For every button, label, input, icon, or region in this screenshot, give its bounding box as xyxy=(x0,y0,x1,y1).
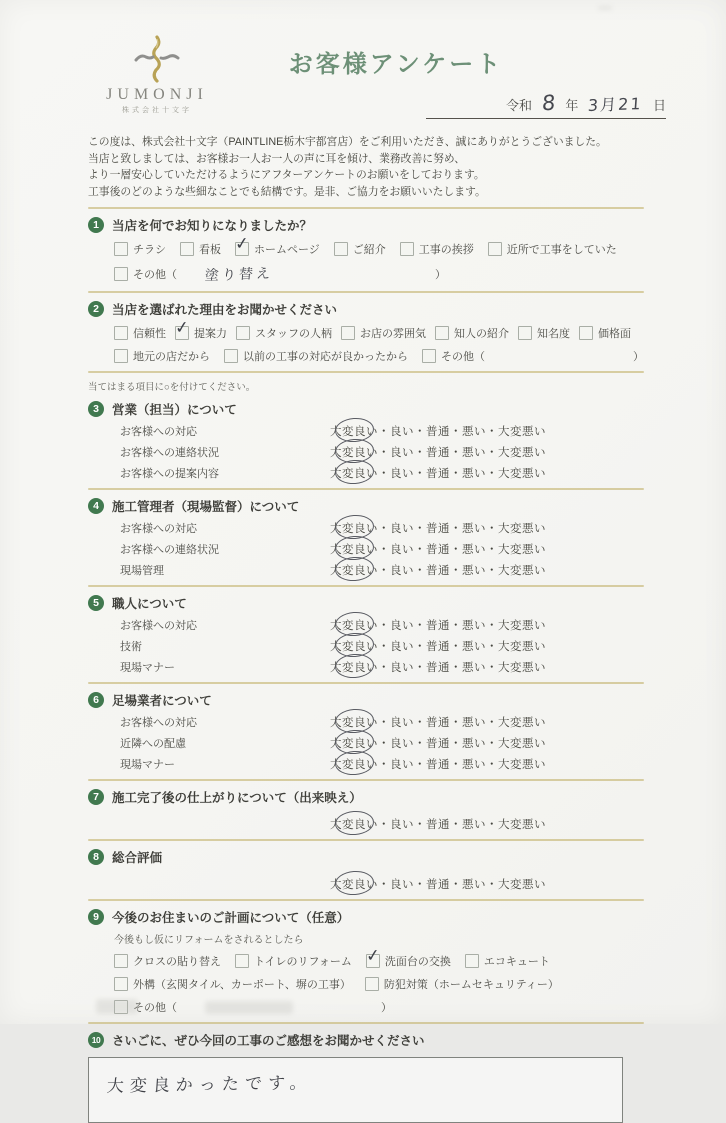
rating-item-label: お客様への対応 xyxy=(120,425,197,438)
checkbox xyxy=(435,326,449,340)
intro-line: 工事後のどのような些細なことでも結構です。是非、ご協力をお願いいたします。 xyxy=(88,185,486,198)
option-izen: 以前の工事の対応が良かったから xyxy=(224,348,408,364)
question-number-badge: 10 xyxy=(88,1032,104,1048)
option-cross: クロスの貼り替え xyxy=(114,953,221,969)
section-divider xyxy=(88,839,644,841)
section-divider xyxy=(88,488,644,490)
rating-scale: 大変良い・良い・普通・悪い・大変悪い xyxy=(330,425,546,438)
question-title: さいごに、ぜひ今回の工事のご感想をお聞かせください xyxy=(112,1034,425,1048)
section-divider xyxy=(88,779,644,781)
question-2: 2 当店を選ばれた理由をお聞かせください 信頼性 ✓ 提案力 スタッフの人柄 お店の雰囲気 知人の紹介 知名度 価格面 地元の店だから 以前の工事の対応が良かったから その他（ ） 当てはまる項目に○を付けてください。 xyxy=(88,300,644,393)
section-divider xyxy=(88,585,644,587)
question-number-badge: 6 xyxy=(88,692,104,708)
option-kanban: 看板 xyxy=(180,241,221,257)
option-senmendai: ✓ 洗面台の交換 xyxy=(366,953,451,969)
rating-scale: 大変良い・良い・普通・悪い・大変悪い xyxy=(330,737,546,750)
question-1: 1 当店を何でお知りになりましたか？ チラシ 看板 ✓ ホームページ ご紹介 工事の挨拶 近所で工事をしていた その他（ 塗り替え ） xyxy=(88,216,644,293)
intro-line: 当店と致しましては、お客様お一人お一人の声に耳を傾け、業務改善に努め、 xyxy=(88,152,466,165)
rating-scale: 大変良い・良い・普通・悪い・大変悪い xyxy=(330,543,546,556)
logo-name: JUMONJI xyxy=(106,86,208,103)
option-toilet: トイレのリフォーム xyxy=(235,953,352,969)
rating-item-label: お客様への連絡状況 xyxy=(120,543,219,556)
date-year-suffix: 年 xyxy=(565,98,579,113)
option-teianryoku: ✓ 提案力 xyxy=(175,325,227,341)
option-chijin: 知人の紹介 xyxy=(435,325,509,341)
question-number-badge: 4 xyxy=(88,498,104,514)
handwritten-month-day: 3月21 xyxy=(587,94,644,115)
bleedthrough-mark xyxy=(205,1001,293,1014)
checkbox xyxy=(114,349,128,363)
checkbox xyxy=(334,242,348,256)
date-era-label: 令和 xyxy=(506,98,533,113)
question-6 xyxy=(88,691,644,781)
option-other: その他（ xyxy=(422,348,485,364)
date-line xyxy=(426,92,666,119)
checkbox xyxy=(518,326,532,340)
page-title: お客様アンケート xyxy=(288,51,504,78)
option-jimoto: 地元の店だから xyxy=(114,348,210,364)
question-3 xyxy=(88,400,644,490)
option-funiki: お店の雰囲気 xyxy=(341,325,426,341)
section-divider xyxy=(88,899,644,901)
circle-instruction-note: 当てはまる項目に○を付けてください。 xyxy=(88,382,256,393)
scan-artifact xyxy=(598,6,612,10)
option-staff: スタッフの人柄 xyxy=(236,325,332,341)
question-title: 施工完了後の仕上がりについて（出来映え） xyxy=(112,791,362,805)
option-kouji-aisatsu: 工事の挨拶 xyxy=(400,241,474,257)
question-5 xyxy=(88,594,644,684)
rating-item-label: お客様への対応 xyxy=(120,522,197,535)
checkbox xyxy=(114,326,128,340)
question-title: 職人について xyxy=(112,597,187,611)
checkbox xyxy=(114,954,128,968)
handwritten-year: 8 xyxy=(541,90,557,116)
question-9: 9 今後のお住まいのご計画について（任意） 今後もし仮にリフォームをされるとしたら クロスの貼り替え トイレのリフォーム ✓ 洗面台の交換 エコキュート 外構（玄関タイル、カーポート、塀の工事） 防犯対策（ホームセキュリティー） その他（ ） xyxy=(88,908,644,1024)
checkbox xyxy=(579,326,593,340)
question-number-badge: 5 xyxy=(88,595,104,611)
option-chimeido: 知名度 xyxy=(518,325,570,341)
rating-scale: 大変良い・良い・普通・悪い・大変悪い xyxy=(330,522,546,535)
rating-scale: 大変良い・良い・普通・悪い・大変悪い xyxy=(330,640,546,653)
rating-scale: 大変良い・良い・普通・悪い・大変悪い xyxy=(330,818,546,831)
checkbox xyxy=(114,267,128,281)
question-title: 当店を選ばれた理由をお聞かせください xyxy=(112,303,338,317)
question-subtitle: 今後もし仮にリフォームをされるとしたら xyxy=(114,935,304,946)
option-gaikou: 外構（玄関タイル、カーポート、塀の工事） xyxy=(114,976,351,992)
rating-item-label: お客様への対応 xyxy=(120,619,197,632)
option-chirashi: チラシ xyxy=(114,241,166,257)
question-number-badge: 7 xyxy=(88,789,104,805)
handwritten-circle xyxy=(334,555,375,582)
rating-item-label: 技術 xyxy=(120,640,142,653)
handwritten-circle xyxy=(334,809,375,836)
question-number-badge: 1 xyxy=(88,217,104,233)
option-kakaku: 価格面 xyxy=(579,325,631,341)
checkbox xyxy=(400,242,414,256)
question-8 xyxy=(88,848,644,901)
rating-scale: 大変良い・良い・普通・悪い・大変悪い xyxy=(330,446,546,459)
option-shinraisei: 信頼性 xyxy=(114,325,166,341)
jumonji-cross-logo-icon xyxy=(133,34,181,84)
option-goshokai: ご紹介 xyxy=(334,241,386,257)
checkbox xyxy=(488,242,502,256)
option-other: その他（ xyxy=(114,999,177,1015)
section-divider xyxy=(88,682,644,684)
rating-scale: 大変良い・良い・普通・悪い・大変悪い xyxy=(330,661,546,674)
checkbox-checked xyxy=(366,954,380,968)
checkbox xyxy=(114,242,128,256)
question-10 xyxy=(88,1031,644,1123)
rating-scale: 大変良い・良い・普通・悪い・大変悪い xyxy=(330,878,546,891)
checkbox xyxy=(180,242,194,256)
rating-scale: 大変良い・良い・普通・悪い・大変悪い xyxy=(330,564,546,577)
option-ecocute: エコキュート xyxy=(465,953,550,969)
handwritten-circle xyxy=(334,869,375,896)
question-title: 営業（担当）について xyxy=(112,403,237,417)
checkbox xyxy=(114,977,128,991)
checkbox xyxy=(341,326,355,340)
question-title: 今後のお住まいのご計画について（任意） xyxy=(112,911,350,925)
date-day-suffix: 日 xyxy=(652,98,666,113)
question-number-badge: 3 xyxy=(88,401,104,417)
checkbox xyxy=(235,954,249,968)
rating-item-label: 現場マナー xyxy=(120,661,175,674)
section-divider xyxy=(88,207,644,209)
question-number-badge: 9 xyxy=(88,909,104,925)
checkbox xyxy=(224,349,238,363)
question-number-badge: 2 xyxy=(88,301,104,317)
rating-scale: 大変良い・良い・普通・悪い・大変悪い xyxy=(330,619,546,632)
option-kinjo: 近所で工事をしていた xyxy=(488,241,617,257)
intro-line: より一層安心していただけるようにアフターアンケートのお願いをしております。 xyxy=(88,169,485,181)
rating-item-label: 現場マナー xyxy=(120,758,175,771)
handwritten-circle xyxy=(334,652,375,679)
rating-item-label: お客様への連絡状況 xyxy=(120,446,219,459)
question-4 xyxy=(88,497,644,587)
bleedthrough-mark xyxy=(96,999,138,1014)
comment-box xyxy=(88,1057,623,1123)
question-title: 当店を何でお知りになりましたか？ xyxy=(112,219,313,233)
option-other: その他（ xyxy=(114,266,177,282)
rating-item-label: 現場管理 xyxy=(120,564,164,577)
question-title: 施工管理者（現場監督）について xyxy=(112,500,300,514)
question-number-badge: 8 xyxy=(88,849,104,865)
intro-paragraph xyxy=(88,134,644,200)
section-divider xyxy=(88,371,644,373)
company-logo xyxy=(94,34,220,115)
checkbox xyxy=(365,977,379,991)
question-title: 足場業者について xyxy=(112,694,212,708)
checkbox xyxy=(465,954,479,968)
section-divider xyxy=(88,291,644,293)
header xyxy=(88,0,666,132)
rating-scale: 大変良い・良い・普通・悪い・大変悪い xyxy=(330,716,546,729)
checkbox-checked xyxy=(175,326,189,340)
rating-item-label: お客様への対応 xyxy=(120,716,197,729)
logo-subtitle: 株式会社十文字 xyxy=(122,107,192,114)
handwritten-comment: 大変良かったです。 xyxy=(106,1073,314,1096)
handwritten-circle xyxy=(334,458,375,485)
handwritten-other-answer: 塗り替え xyxy=(204,265,274,285)
checkbox xyxy=(236,326,250,340)
handwritten-circle xyxy=(334,749,375,776)
option-bouhan: 防犯対策（ホームセキュリティー） xyxy=(365,976,559,992)
question-7 xyxy=(88,788,644,841)
checkbox-checked xyxy=(235,242,249,256)
checkbox xyxy=(422,349,436,363)
rating-item-label: 近隣への配慮 xyxy=(120,737,186,750)
rating-scale: 大変良い・良い・普通・悪い・大変悪い xyxy=(330,467,546,480)
intro-line: この度は、株式会社十文字（PAINTLINE栃木宇都宮店）をご利用いただき、誠にありがとうございました。 xyxy=(88,136,607,148)
rating-item-label: お客様への提案内容 xyxy=(120,467,219,480)
question-title: 総合評価 xyxy=(112,851,163,865)
rating-scale: 大変良い・良い・普通・悪い・大変悪い xyxy=(330,758,546,771)
option-homepage: ✓ ホームページ xyxy=(235,241,320,257)
